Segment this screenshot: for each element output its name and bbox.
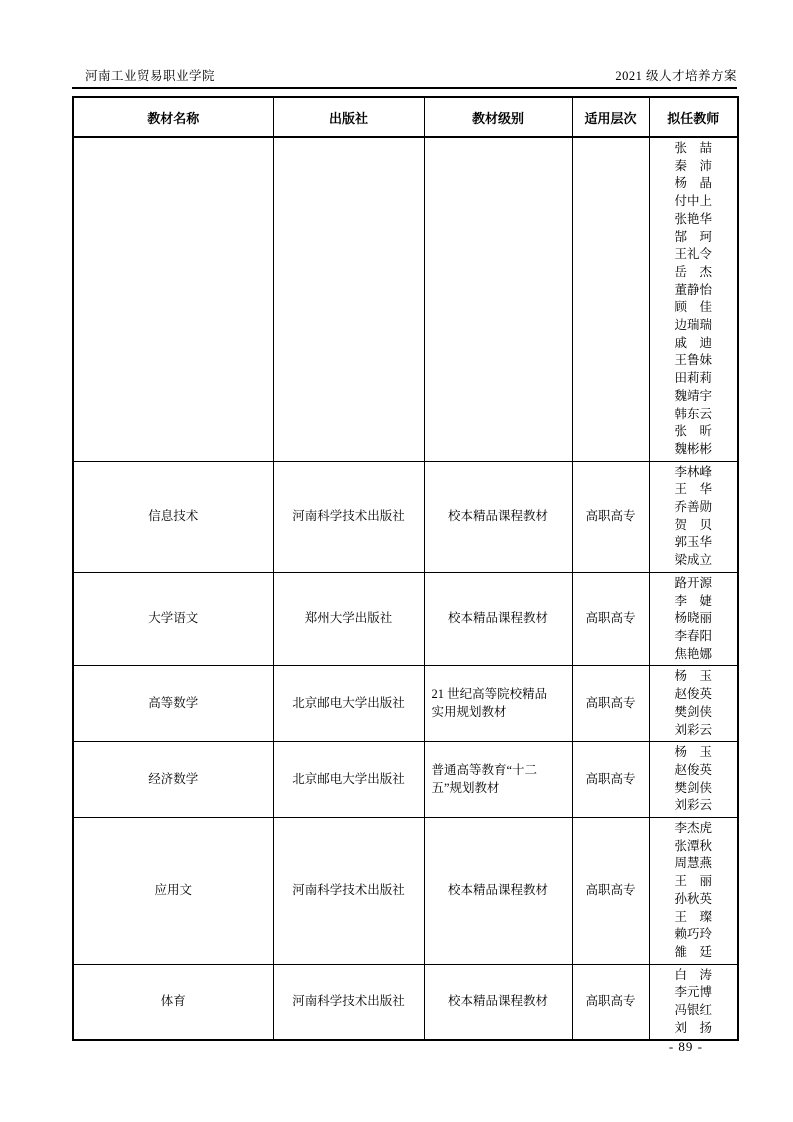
school-name: 河南工业贸易职业学院 bbox=[85, 69, 216, 83]
teacher-name: 张 昕 bbox=[674, 424, 712, 439]
textbook-cell bbox=[73, 137, 273, 461]
teacher-name: 戚 迪 bbox=[674, 335, 712, 350]
tier-cell bbox=[572, 137, 649, 461]
publisher-cell: 郑州大学出版社 bbox=[273, 572, 424, 666]
teacher-name: 田莉莉 bbox=[674, 371, 712, 386]
teacher-name: 赵俊英 bbox=[674, 762, 712, 777]
teacher-name: 樊剑侠 bbox=[674, 704, 712, 719]
teacher-name: 冯银红 bbox=[674, 1003, 712, 1018]
teacher-name: 魏靖宇 bbox=[674, 388, 712, 403]
teachers-cell bbox=[649, 572, 738, 666]
teacher-name: 李杰虎 bbox=[674, 821, 712, 836]
column-header: 拟任教师 bbox=[649, 97, 738, 137]
teacher-name: 杨 玉 bbox=[674, 669, 712, 684]
level-cell: 校本精品课程教材 bbox=[424, 461, 572, 572]
textbook-cell: 高等数学 bbox=[73, 666, 273, 742]
teachers-cell bbox=[649, 964, 738, 1040]
teacher-name: 杨 晶 bbox=[674, 176, 712, 191]
header-rule bbox=[72, 87, 737, 89]
teacher-name: 杨晓丽 bbox=[674, 611, 712, 626]
teacher-name: 王 璨 bbox=[674, 909, 712, 924]
column-header: 适用层次 bbox=[572, 97, 649, 137]
tier-cell: 高职高专 bbox=[572, 666, 649, 742]
table-row bbox=[73, 818, 738, 965]
textbook-table bbox=[72, 96, 739, 1041]
publisher-cell: 河南科学技术出版社 bbox=[273, 461, 424, 572]
teacher-name: 白 涛 bbox=[674, 967, 712, 982]
teachers-cell bbox=[649, 137, 738, 461]
teacher-name: 岳 杰 bbox=[674, 264, 712, 279]
tier-cell: 高职高专 bbox=[572, 742, 649, 818]
teacher-name: 王礼令 bbox=[674, 247, 712, 262]
teachers-cell bbox=[649, 461, 738, 572]
column-header: 出版社 bbox=[273, 97, 424, 137]
tier-cell: 高职高专 bbox=[572, 572, 649, 666]
teachers-cell bbox=[649, 666, 738, 742]
teacher-name: 李元博 bbox=[674, 985, 712, 1000]
document-title: 2021 级人才培养方案 bbox=[615, 69, 737, 83]
teacher-name: 董静怡 bbox=[674, 282, 712, 297]
page-number: - 89 - bbox=[668, 1039, 703, 1054]
table-row bbox=[73, 666, 738, 742]
teacher-name: 刘彩云 bbox=[674, 722, 712, 737]
tier-cell: 高职高专 bbox=[572, 964, 649, 1040]
column-header: 教材名称 bbox=[73, 97, 273, 137]
teacher-name: 贺 贝 bbox=[674, 517, 712, 532]
level-cell: 校本精品课程教材 bbox=[424, 964, 572, 1040]
teacher-name: 杨 玉 bbox=[674, 745, 712, 760]
teacher-name: 张潭秋 bbox=[674, 838, 712, 853]
tier-cell: 高职高专 bbox=[572, 461, 649, 572]
table-header-row bbox=[73, 97, 738, 137]
teacher-name: 刘 扬 bbox=[674, 1020, 712, 1035]
teacher-name: 张 喆 bbox=[674, 141, 712, 155]
teacher-name: 郜 珂 bbox=[674, 229, 712, 244]
table-row bbox=[73, 742, 738, 818]
table-row bbox=[73, 137, 738, 461]
publisher-cell: 北京邮电大学出版社 bbox=[273, 666, 424, 742]
teacher-name: 李林峰 bbox=[674, 464, 712, 479]
teacher-name: 郭玉华 bbox=[674, 535, 712, 550]
teacher-name: 李 婕 bbox=[674, 593, 712, 608]
teacher-name: 边瑞瑞 bbox=[674, 318, 712, 333]
teacher-name: 梁成立 bbox=[674, 553, 712, 568]
teacher-name: 魏彬彬 bbox=[674, 441, 712, 456]
teacher-name: 王鲁妹 bbox=[674, 353, 712, 368]
teacher-name: 王 华 bbox=[674, 482, 712, 497]
teacher-name: 李春阳 bbox=[674, 628, 712, 643]
teacher-name: 张艳华 bbox=[674, 211, 712, 226]
publisher-cell: 河南科学技术出版社 bbox=[273, 964, 424, 1040]
table-body bbox=[73, 137, 738, 1040]
publisher-cell: 北京邮电大学出版社 bbox=[273, 742, 424, 818]
teachers-cell bbox=[649, 742, 738, 818]
teachers-cell bbox=[649, 818, 738, 965]
teacher-name: 雒 廷 bbox=[674, 944, 712, 959]
textbook-cell: 信息技术 bbox=[73, 461, 273, 572]
teacher-name: 付中上 bbox=[674, 194, 712, 209]
table-row bbox=[73, 964, 738, 1040]
teacher-name: 乔善勋 bbox=[674, 500, 712, 515]
teacher-name: 樊剑侠 bbox=[674, 780, 712, 795]
teacher-name: 赖巧玲 bbox=[674, 927, 712, 942]
table-row bbox=[73, 461, 738, 572]
page-header bbox=[72, 66, 737, 84]
tier-cell: 高职高专 bbox=[572, 818, 649, 965]
teacher-name: 韩东云 bbox=[674, 406, 712, 421]
teacher-name: 刘彩云 bbox=[674, 798, 712, 813]
publisher-cell bbox=[273, 137, 424, 461]
teacher-name: 孙秋英 bbox=[674, 891, 712, 906]
teacher-name: 周慧燕 bbox=[674, 856, 712, 871]
level-cell: 校本精品课程教材 bbox=[424, 818, 572, 965]
table-row bbox=[73, 572, 738, 666]
teacher-name: 焦艳娜 bbox=[674, 646, 712, 661]
teacher-name: 顾 佳 bbox=[674, 300, 712, 315]
textbook-cell: 大学语文 bbox=[73, 572, 273, 666]
level-cell: 校本精品课程教材 bbox=[424, 572, 572, 666]
publisher-cell: 河南科学技术出版社 bbox=[273, 818, 424, 965]
column-header: 教材级别 bbox=[424, 97, 572, 137]
teacher-name: 秦 沛 bbox=[674, 158, 712, 173]
level-cell bbox=[424, 137, 572, 461]
level-cell: 21 世纪高等院校精品 实用规划教材 bbox=[424, 666, 572, 742]
teacher-name: 王 丽 bbox=[674, 874, 712, 889]
level-cell: 普通高等教育“十二 五”规划教材 bbox=[424, 742, 572, 818]
textbook-cell: 经济数学 bbox=[73, 742, 273, 818]
textbook-cell: 体育 bbox=[73, 964, 273, 1040]
textbook-cell: 应用文 bbox=[73, 818, 273, 965]
teacher-name: 路开源 bbox=[674, 575, 712, 590]
teacher-name: 赵俊英 bbox=[674, 687, 712, 702]
